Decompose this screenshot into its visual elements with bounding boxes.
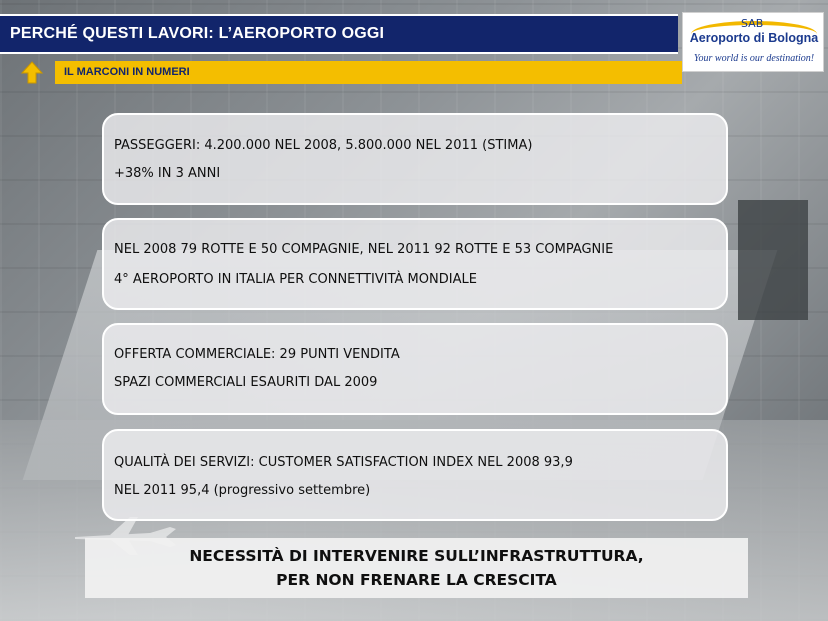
logo-badge: SAB [741,17,764,30]
stat-card-passengers [102,113,728,205]
conclusion-line: NECESSITÀ DI INTERVENIRE SULL’INFRASTRUTTURA, [189,547,644,565]
logo-tagline: Your world is our destination! [693,53,815,64]
card-line: OFFERTA COMMERCIALE: 29 PUNTI VENDITA [114,347,400,362]
card-line: PASSEGGERI: 4.200.000 NEL 2008, 5.800.000 NEL 2011 (STIMA) [114,138,533,153]
section-title: IL MARCONI IN NUMERI [64,66,190,78]
stat-card-commercial [102,323,728,415]
conclusion-line: PER NON FRENARE LA CRESCITA [276,571,557,589]
card-line: NEL 2011 95,4 (progressivo settembre) [114,483,371,498]
logo-name: Aeroporto di Bologna [689,31,819,45]
card-line: QUALITÀ DEI SERVIZI: CUSTOMER SATISFACTION INDEX NEL 2008 93,9 [114,455,573,470]
airport-logo [682,12,824,72]
stat-card-routes [102,218,728,310]
card-line: 4° AEROPORTO IN ITALIA PER CONNETTIVITÀ MONDIALE [114,272,477,287]
card-line: +38% IN 3 ANNI [114,166,221,181]
background-building [738,200,808,320]
header-bar [0,14,678,54]
conclusion-box [85,538,748,598]
stat-card-quality [102,429,728,521]
up-arrow-icon [20,60,44,84]
card-line: NEL 2008 79 ROTTE E 50 COMPAGNIE, NEL 2011 92 ROTTE E 53 COMPAGNIE [114,242,614,257]
page-title: PERCHÉ QUESTI LAVORI: L’AEROPORTO OGGI [10,25,385,42]
subheader-bar [55,61,682,84]
card-line: SPAZI COMMERCIALI ESAURITI DAL 2009 [114,375,378,390]
